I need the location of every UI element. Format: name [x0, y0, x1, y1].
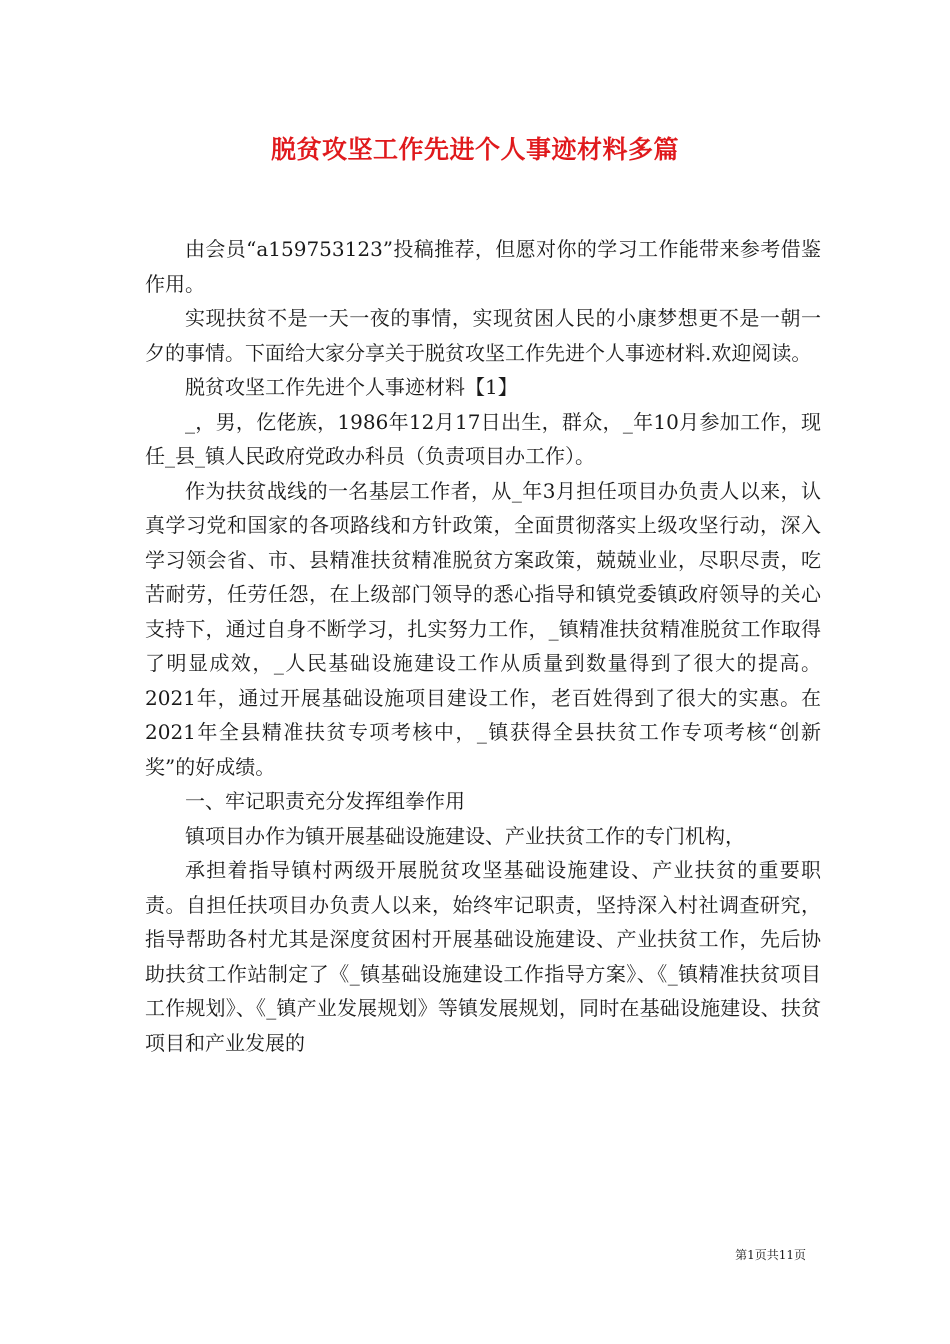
paragraph: 镇项目办作为镇开展基础设施建设、产业扶贫工作的专门机构，: [185, 823, 745, 848]
document-title: 脱贫攻坚工作先进个人事迹材料多篇: [270, 135, 679, 164]
section-heading: 脱贫攻坚工作先进个人事迹材料【1】: [185, 375, 518, 399]
document-body: [145, 232, 821, 1060]
paragraph: _，男，仡佬族，1986年12月17日出生，群众，_年10月参加工作，现任_县_镇人民政府党政办科员（负责项目办工作）。: [145, 409, 821, 468]
paragraph: 实现扶贫不是一天一夜的事情，实现贫困人民的小康梦想更不是一朝一夕的事情。下面给大家分享关于脱贫攻坚工作先进个人事迹材料.欢迎阅读。: [145, 306, 821, 365]
section-heading: 一、牢记职责充分发挥组拳作用: [185, 789, 465, 813]
paragraph: 作为扶贫战线的一名基层工作者，从_年3月担任项目办负责人以来，认真学习党和国家的各项路线和方针政策，全面贯彻落实上级攻坚行动，深入学习领会省、市、县精准扶贫精准脱贫方案政策，兢兢业业，尽职尽责，吃苦耐劳，任劳任怨，在上级部门领导的悉心指导和镇党委镇政府领导的关心支持下，通过自身不断学习，扎实努力工作，_镇精准扶贫精准脱贫工作取得了明显成效，_人民基础设施建设工作从质量到数量得到了很大的提高。2021年，通过开展基础设施项目建设工作，老百姓得到了很大的实惠。在2021年全县精准扶贫专项考核中，_镇获得全县扶贫工作专项考核“创新奖”的好成绩。: [145, 478, 821, 779]
paragraph: 由会员“a159753123”投稿推荐，但愿对你的学习工作能带来参考借鉴作用。: [145, 237, 821, 296]
page-number: 第1页共11页: [735, 1248, 806, 1262]
paragraph: 承担着指导镇村两级开展脱贫攻坚基础设施建设、产业扶贫的重要职责。自担任扶项目办负责人以来，始终牢记职责，坚持深入村社调查研究，指导帮助各村尤其是深度贫困村开展基础设施建设、产业扶贫工作，先后协助扶贫工作站制定了《_镇基础设施建设工作指导方案》、《_镇精准扶贫项目工作规划》、《_镇产业发展规划》等镇发展规划，同时在基础设施建设、扶贫项目和产业发展的: [145, 858, 821, 1055]
